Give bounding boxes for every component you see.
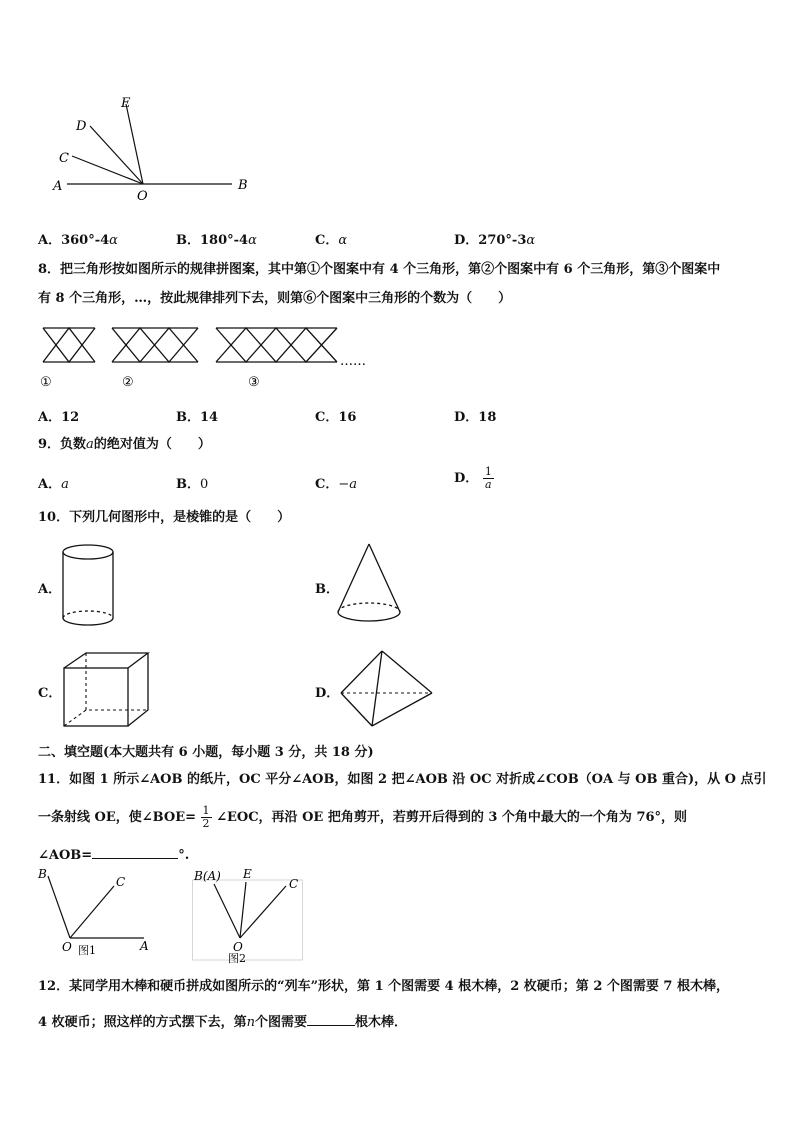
q8-stem-line2: 有 8 个三角形，…，按此规律排列下去，则第⑥个图案中三角形的个数为（ ） (38, 291, 512, 306)
section-heading-fill-in: 二、填空题(本大题共有 6 小题，每小题 3 分，共 18 分) (38, 745, 374, 760)
angle-figure-1 (36, 864, 156, 956)
fraction-one-half: $\frac{1}{2}$ (202, 804, 210, 830)
q8-option-a[interactable]: A．12 (38, 410, 80, 425)
angle-figure-q7 (40, 88, 270, 208)
label-E: E (121, 96, 131, 111)
pattern-label-3: ③ (248, 375, 260, 390)
fig2-label-E: E (243, 867, 252, 881)
triangle-pattern-figure (40, 325, 380, 395)
q10-option-c-label[interactable]: C． (38, 686, 62, 701)
answer-blank-q12[interactable] (307, 1011, 355, 1026)
q8-option-d[interactable]: D．18 (454, 410, 497, 425)
fig2-caption: 图2 (228, 952, 246, 964)
fig1-label-A: A (140, 939, 149, 953)
q7-option-d[interactable]: D．270°-3α (454, 233, 536, 248)
q7-option-c[interactable]: C．α (315, 233, 348, 248)
fig1-label-O: O (62, 940, 72, 954)
fig2-label-BA: B(A) (194, 869, 221, 883)
pattern-label-2: ② (122, 375, 134, 390)
label-B: B (238, 178, 248, 193)
label-C: C (59, 151, 69, 166)
q10-option-d-label[interactable]: D． (315, 686, 340, 701)
q9-option-a[interactable]: A．a (38, 477, 69, 492)
angle-figure-2 (192, 864, 304, 964)
cylinder-figure[interactable] (60, 542, 120, 630)
q8-option-c[interactable]: C．16 (315, 410, 357, 425)
q11-stem-line2: 一条射线 OE，使∠BOE= $\frac{1}{2}$ ∠EOC，再沿 OE 把角剪开，若剪开后得到的 3 个角中最大的一个角为 76°，则 (38, 804, 688, 830)
pattern-label-1: ① (40, 375, 52, 390)
fraction-one-over-a: $\frac{1}{a}$ (484, 465, 492, 491)
q11-stem-line3: ∠AOB= °. (38, 844, 189, 865)
q10-option-b-label[interactable]: B． (315, 582, 339, 597)
q12-stem-line2: 4 枚硬币；照这样的方式摆下去，第n个图需要 根木棒． (38, 1011, 407, 1032)
fig1-label-C: C (116, 875, 126, 889)
cone-figure[interactable] (334, 542, 404, 628)
q10-stem: 10．下列几何图形中，是棱锥的是（ ） (38, 510, 291, 525)
label-D: D (76, 119, 87, 134)
q9-option-d[interactable]: D． $\frac{1}{a}$ (454, 465, 492, 491)
cube-figure[interactable] (60, 650, 155, 732)
pattern-ellipsis: …… (340, 354, 366, 369)
q12-stem-line1: 12．某同学用木棒和硬币拼成如图所示的“列车”形状，第 1 个图需要 4 根木棒，2 枚硬币；第 2 个图需要 7 根木棒， (38, 979, 730, 994)
q9-stem: 9．负数a的绝对值为（ ） (38, 437, 211, 452)
fig1-caption: 图1 (78, 944, 96, 956)
label-O: O (137, 189, 148, 204)
q8-option-b[interactable]: B．14 (176, 410, 219, 425)
q10-option-a-label[interactable]: A． (38, 582, 62, 597)
q7-option-a[interactable]: A．360°-4α (38, 233, 118, 248)
q8-stem-line1: 8．把三角形按如图所示的规律拼图案，其中第①个图案中有 4 个三角形，第②个图案中有 6 个三角形，第③个图案中 (38, 262, 721, 277)
label-A: A (53, 179, 63, 194)
q9-option-c[interactable]: C．−a (315, 477, 358, 492)
fig2-label-O: O (233, 940, 243, 954)
fig1-label-B: B (38, 867, 47, 881)
answer-blank-q11[interactable] (92, 844, 178, 859)
q11-stem-line1: 11．如图 1 所示∠AOB 的纸片，OC 平分∠AOB，如图 2 把∠AOB 沿 OC 对折成∠COB（OA 与 OB 重合)，从 O 点引 (38, 772, 767, 787)
pyramid-figure[interactable] (338, 648, 438, 730)
q9-option-b[interactable]: B．0 (176, 477, 209, 492)
q7-option-b[interactable]: B．180°-4α (176, 233, 257, 248)
fig2-label-C: C (289, 877, 299, 891)
